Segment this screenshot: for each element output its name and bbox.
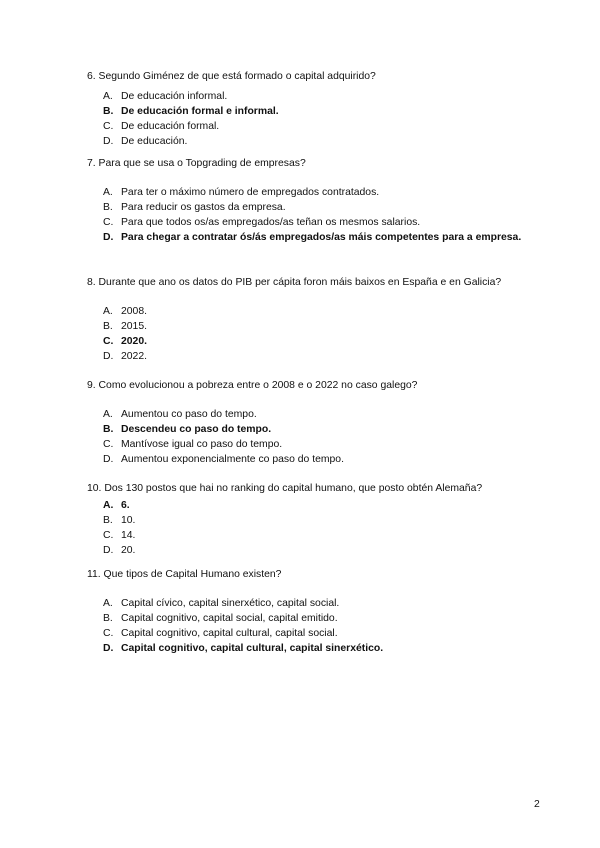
question-title: 9. Como evolucionou a pobreza entre o 2008 e o 2022 no caso galego? (87, 380, 418, 391)
answer-option (87, 119, 544, 134)
answer-option (87, 626, 544, 641)
option-letter: B. (103, 106, 114, 117)
answer-option-correct (87, 641, 544, 656)
option-text: De educación formal. (121, 121, 220, 132)
answer-option (87, 513, 544, 528)
option-text: 2015. (121, 321, 148, 332)
option-letter: B. (103, 321, 113, 332)
option-text: Aumentou co paso do tempo. (121, 409, 257, 420)
answer-option (87, 319, 544, 334)
option-text: Para ter o máximo número de empregados contratados. (121, 187, 380, 198)
option-letter: A. (103, 306, 113, 317)
question-6 (87, 70, 544, 149)
answer-options (87, 89, 544, 149)
option-text: Mantívose igual co paso do tempo. (121, 439, 283, 450)
answer-option (87, 452, 544, 467)
option-text: Capital cognitivo, capital social, capital emitido. (121, 613, 338, 624)
option-letter: A. (103, 598, 113, 609)
option-text: Para reducir os gastos da empresa. (121, 202, 286, 213)
answer-option-correct (87, 498, 544, 513)
answer-options (87, 407, 544, 467)
option-letter: C. (103, 628, 114, 639)
answer-option-correct (87, 230, 544, 245)
option-text: Capital cognitivo, capital cultural, capital sinerxético. (121, 643, 384, 654)
answer-option (87, 543, 544, 558)
option-text: 2020. (121, 336, 148, 347)
answer-option (87, 528, 544, 543)
answer-option (87, 304, 544, 319)
option-letter: A. (103, 91, 113, 102)
option-text: 14. (121, 530, 136, 541)
question-9 (87, 379, 544, 467)
option-letter: A. (103, 500, 114, 511)
option-letter: C. (103, 121, 114, 132)
option-letter: C. (103, 530, 114, 541)
question-7 (87, 157, 544, 245)
option-letter: D. (103, 545, 114, 556)
option-text: Para que todos os/as empregados/as teñan os mesmos salarios. (121, 217, 421, 228)
answer-option (87, 349, 544, 364)
option-text: 10. (121, 515, 136, 526)
answer-options (87, 304, 544, 364)
option-letter: C. (103, 439, 114, 450)
option-letter: A. (103, 187, 113, 198)
option-letter: D. (103, 136, 114, 147)
answer-option-correct (87, 422, 544, 437)
option-text: 20. (121, 545, 136, 556)
answer-options (87, 498, 544, 558)
option-text: Aumentou exponencialmente co paso do tempo. (121, 454, 344, 465)
answer-option (87, 596, 544, 611)
answer-option (87, 134, 544, 149)
option-letter: C. (103, 336, 114, 347)
option-text: Para chegar a contratar ós/ás empregados/as máis competentes para a empresa. (121, 232, 522, 243)
question-title: 8. Durante que ano os datos do PIB per cápita foron máis baixos en España e en Galicia? (87, 277, 502, 288)
option-text: De educación. (121, 136, 188, 147)
option-text: 2022. (121, 351, 148, 362)
answer-option (87, 407, 544, 422)
answer-option (87, 611, 544, 626)
option-letter: D. (103, 643, 114, 654)
answer-option (87, 185, 544, 200)
option-text: Descendeu co paso do tempo. (121, 424, 272, 435)
question-title: 10. Dos 130 postos que hai no ranking do capital humano, que posto obtén Alemaña? (87, 483, 483, 494)
answer-option (87, 215, 544, 230)
option-letter: B. (103, 424, 114, 435)
answer-option (87, 200, 544, 215)
answer-option-correct (87, 104, 544, 119)
question-title: 7. Para que se usa o Topgrading de empresas? (87, 158, 306, 169)
answer-option (87, 437, 544, 452)
option-text: Capital cívico, capital sinerxético, capital social. (121, 598, 340, 609)
option-text: De educación formal e informal. (121, 106, 279, 117)
question-10 (87, 482, 544, 558)
option-letter: D. (103, 351, 114, 362)
option-letter: D. (103, 232, 114, 243)
option-text: De educación informal. (121, 91, 228, 102)
page-number: 2 (534, 799, 540, 810)
answer-options (87, 185, 544, 245)
question-11 (87, 568, 544, 656)
question-8 (87, 276, 544, 364)
option-letter: D. (103, 454, 114, 465)
answer-option (87, 89, 544, 104)
option-letter: B. (103, 202, 113, 213)
option-text: Capital cognitivo, capital cultural, capital social. (121, 628, 338, 639)
answer-options (87, 596, 544, 656)
option-text: 6. (121, 500, 130, 511)
option-text: 2008. (121, 306, 148, 317)
option-letter: C. (103, 217, 114, 228)
option-letter: B. (103, 613, 113, 624)
option-letter: B. (103, 515, 113, 526)
option-letter: A. (103, 409, 113, 420)
question-title: 11. Que tipos de Capital Humano existen? (87, 569, 282, 580)
answer-option-correct (87, 334, 544, 349)
question-title: 6. Segundo Giménez de que está formado o capital adquirido? (87, 71, 376, 82)
